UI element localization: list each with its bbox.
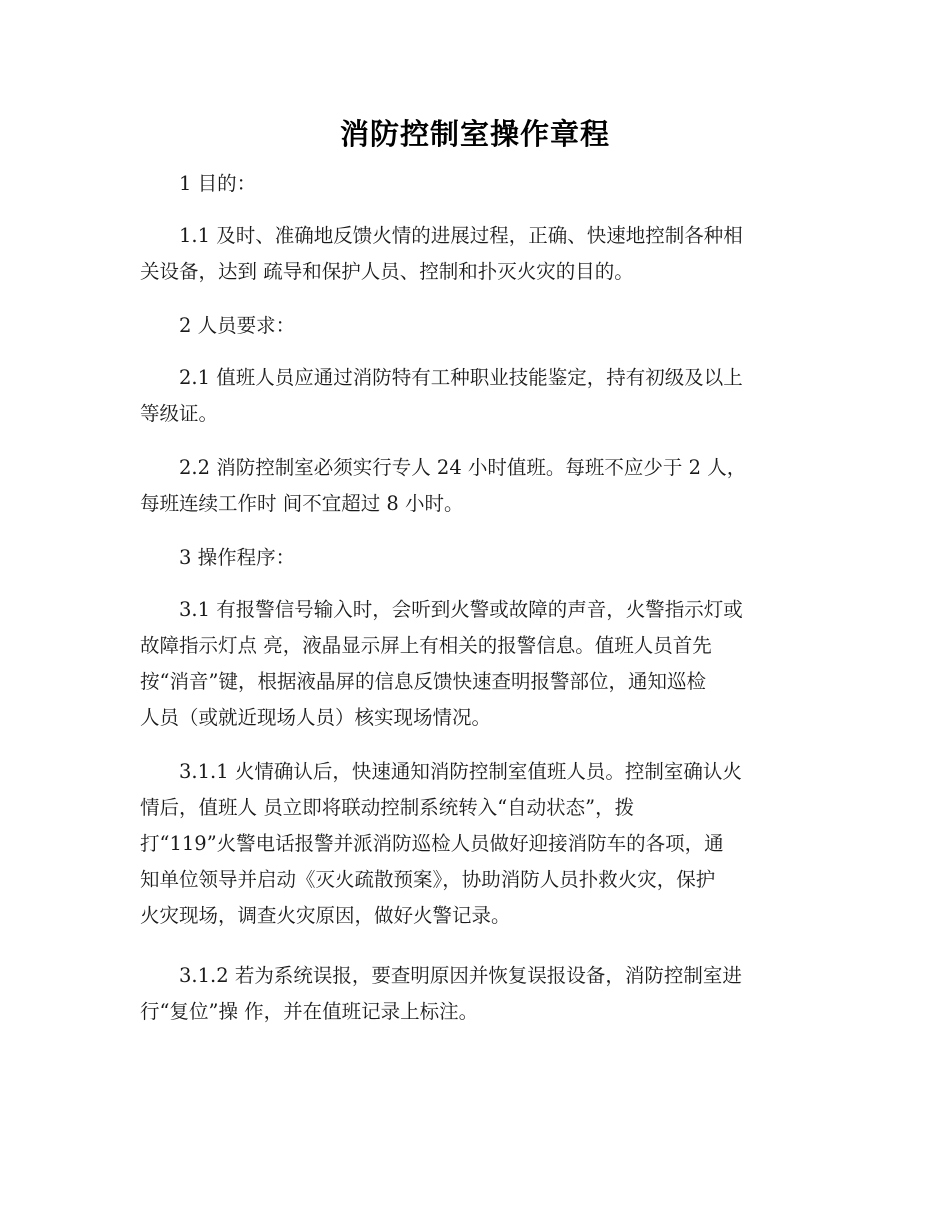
- paragraph-line: 3 操作程序：: [179, 546, 296, 569]
- paragraph-line: 1 目的：: [179, 172, 257, 195]
- section-heading-purpose: [140, 166, 820, 202]
- paragraph-line: 知单位领导并启动《灭火疏散预案》，协助消防人员扑救火灾，保护: [140, 868, 716, 891]
- section-heading-procedure: [140, 540, 820, 576]
- paragraph-2-2: [140, 450, 820, 522]
- paragraph-line: 关设备，达到 疏导和保护人员、控制和扑灭火灾的目的。: [140, 260, 634, 283]
- paragraph-line: 2 人员要求：: [179, 314, 296, 337]
- paragraph-line: 人员（或就近现场人员）核实现场情况。: [140, 706, 492, 729]
- paragraph-line: 打“119”火警电话报警并派消防巡检人员做好迎接消防车的各项，通: [140, 832, 724, 855]
- paragraph-line: 3.1.1 火情确认后，快速通知消防控制室值班人员。控制室确认火: [179, 760, 742, 783]
- paragraph-line: 故障指示灯点 亮，液晶显示屏上有相关的报警信息。值班人员首先: [140, 634, 712, 657]
- paragraph-line: 行“复位”操 作，并在值班记录上标注。: [140, 1000, 479, 1023]
- paragraph-2-1: [140, 360, 820, 432]
- paragraph-3-1-1: [140, 754, 820, 934]
- paragraph-1-1: [140, 218, 820, 290]
- paragraph-line: 按“消音”键，根据液晶屏的信息反馈快速查明报警部位，通知巡检: [140, 670, 706, 693]
- paragraph-line: 2.1 值班人员应通过消防特有工种职业技能鉴定，持有初级及以上: [179, 366, 743, 389]
- paragraph-line: 3.1 有报警信号输入时，会听到火警或故障的声音，火警指示灯或: [179, 598, 743, 621]
- paragraph-line: 火灾现场，调查火灾原因，做好火警记录。: [140, 904, 511, 927]
- paragraph-line: 2.2 消防控制室必须实行专人 24 小时值班。每班不应少于 2 人，: [179, 456, 747, 479]
- page-title: 消防控制室操作章程: [339, 117, 610, 151]
- paragraph-line: 1.1 及时、准确地反馈火情的进展过程，正确、快速地控制各种相: [179, 224, 743, 247]
- paragraph-line: 情后，值班人 员立即将联动控制系统转入“自动状态”，拨: [140, 796, 635, 819]
- paragraph-line: 3.1.2 若为系统误报，要查明原因并恢复误报设备，消防控制室进: [179, 964, 742, 987]
- section-heading-staff: [140, 308, 820, 344]
- paragraph-3-1: [140, 592, 820, 736]
- paragraph-3-1-2: [140, 958, 820, 1030]
- paragraph-line: 每班连续工作时 间不宜超过 8 小时。: [140, 492, 464, 515]
- paragraph-line: 等级证。: [140, 402, 219, 425]
